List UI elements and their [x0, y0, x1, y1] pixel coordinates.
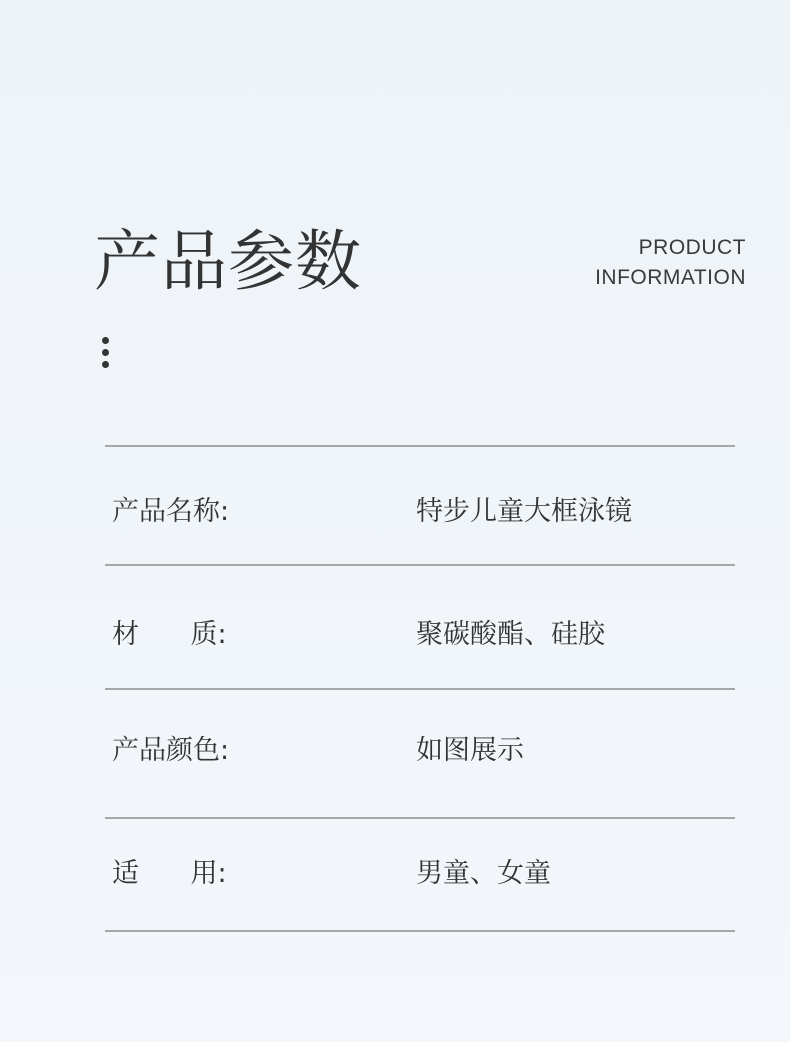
spec-value: 特步儿童大框泳镜	[416, 496, 632, 527]
dot	[102, 361, 109, 368]
spec-label: 适 用:	[112, 858, 227, 889]
spec-value: 男童、女童	[416, 858, 551, 889]
spec-value: 如图展示	[416, 735, 524, 766]
spec-row-suitable	[105, 819, 735, 930]
divider	[105, 930, 735, 932]
title-en-line-1: PRODUCT	[638, 236, 746, 259]
spec-row-material	[105, 566, 735, 688]
vertical-dots-icon	[102, 337, 110, 373]
dot	[102, 349, 109, 356]
spec-row-name	[105, 447, 735, 564]
title-en-line-2: INFORMATION	[595, 266, 746, 289]
spec-label: 产品名称:	[112, 496, 230, 527]
page-title: 产品参数	[94, 223, 362, 300]
spec-value: 聚碳酸酯、硅胶	[416, 619, 605, 650]
spec-label: 材 质:	[112, 619, 227, 650]
spec-label: 产品颜色:	[112, 735, 230, 766]
page-title-english	[595, 233, 746, 293]
spec-table	[105, 445, 735, 932]
dot	[102, 337, 109, 344]
spec-row-color	[105, 690, 735, 817]
